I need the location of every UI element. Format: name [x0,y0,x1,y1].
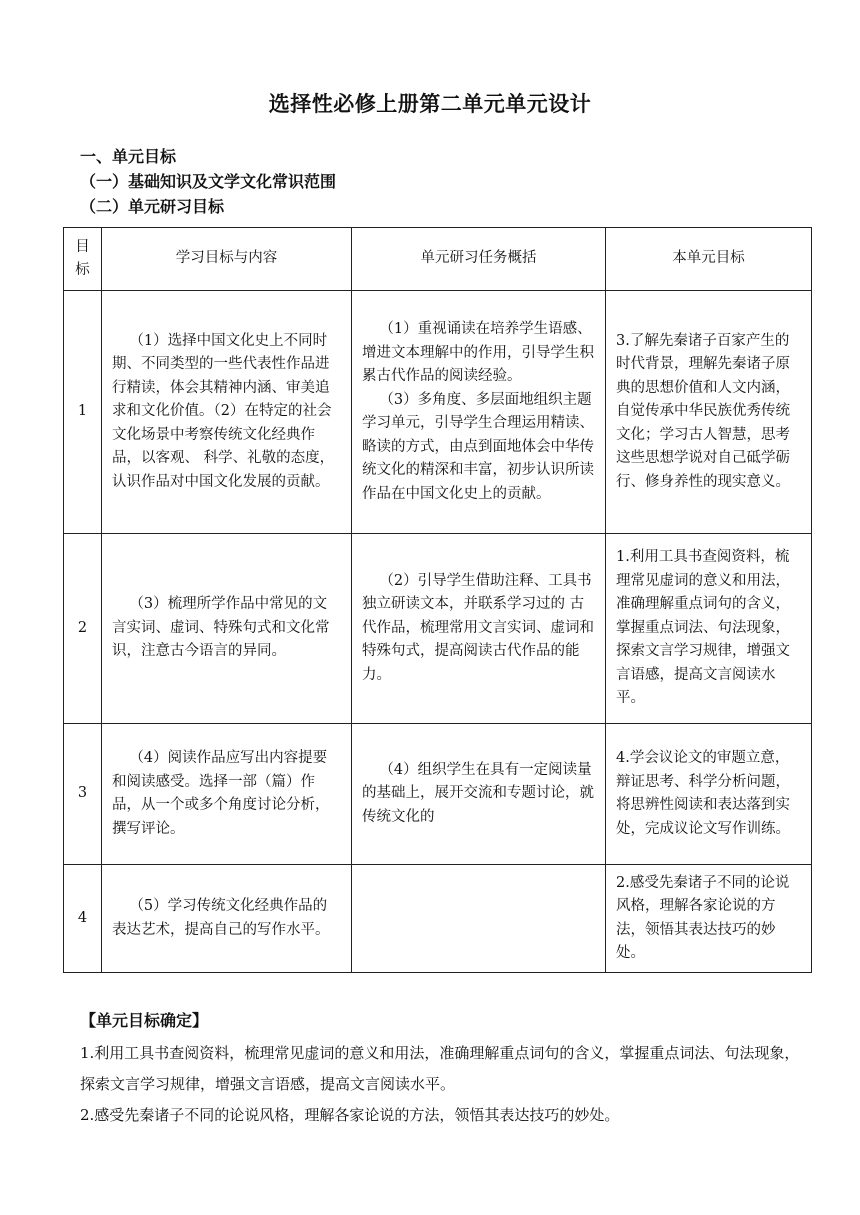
header-cell-content: 学习目标与内容 [102,228,352,291]
content-cell [102,865,352,973]
task-cell [352,291,606,534]
table-row [64,534,812,724]
goal-text: 3.了解先秦诸子百家产生的时代背景，理解先秦诸子原典的思想价值和人文内涵，自觉传承中华民族优秀传统文化；学习古人智慧，思考这些思想学说对自己砥学砺行、修身养性的现实意义。 [616,332,790,490]
page-title: 选择性必修上册第二单元单元设计 [268,91,592,116]
row-number: 4 [64,865,102,973]
content-text: （1）选择中国文化史上不同时期、不同类型的一些代表性作品进行精读，体会其精神内涵、审美追求和文化价值。（2）在特定的社会文化场景中考察传统文化经典作品，以客观、 科学、礼敬的态度，认识作品对中国文化发展的贡献。 [112,332,335,490]
confirm-item: 2.感受先秦诸子不同的论说风格，理解各家论说的方法，领悟其表达技巧的妙处。 [80,1106,620,1124]
content-cell [102,291,352,534]
goal-text: 2.感受先秦诸子不同的论说风格，理解各家论说的方法，领悟其表达技巧的妙处。 [616,874,790,961]
row-number: 2 [64,534,102,724]
goal-cell [606,534,812,724]
task-text: （2）引导学生借助注释、工具书独立研读文本，并联系学习过的 古代作品，梳理常用文言实词、虚词和特殊句式，提高阅读古代作品的能力。 [362,572,594,683]
unit-goals-table [63,227,812,973]
content-cell [102,724,352,865]
task-cell-empty [352,865,606,973]
confirm-item: 1.利用工具书查阅资料，梳理常见虚词的意义和用法，准确理解重点词句的含义，掌握重点词法、句法现象，探索文言学习规律，增强文言语感，提高文言阅读水平。 [80,1044,800,1093]
content-text: （4）阅读作品应写出内容提要和阅读感受。选择一部（篇）作品，从一个或多个角度讨论分析，撰写评论。 [112,750,330,837]
goal-cell [606,291,812,534]
table-row [64,291,812,534]
goal-cell [606,724,812,865]
task-text: （1）重视诵读在培养学生语感、增进文本理解中的作用，引导学生积累古代作品的阅读经验。 [362,321,594,384]
goal-cell [606,865,812,973]
confirm-heading: 【单元目标确定】 [80,1011,209,1030]
task-cell [352,724,606,865]
subsection-heading-study-goals: （二）单元研习目标 [80,197,225,216]
goal-text: 1.利用工具书查阅资料，梳理常见虚词的意义和用法，准确理解重点词句的含义，掌握重点词法、句法现象，探索文言学习规律，增强文言语感，提高文言阅读水平。 [616,549,790,707]
header-cell-task: 单元研习任务概括 [352,228,606,291]
content-text: （3）梳理所学作品中常见的文言实词、虚词、特殊句式和文化常识，注意古今语言的异同。 [112,596,330,660]
section-heading-unit-goals: 一、单元目标 [80,147,177,166]
table-row [64,865,812,973]
row-number: 1 [64,291,102,534]
header-cell-goal-number: 目标 [64,228,102,291]
subsection-heading-basic-knowledge: （一）基础知识及文学文化常识范围 [80,172,337,191]
task-text: （4）组织学生在具有一定阅读量的基础上，展开交流和专题讨论，就传统文化的 [362,761,594,825]
content-text: （5）学习传统文化经典作品的表达艺术，提高自己的写作水平。 [112,898,330,938]
table-row [64,724,812,865]
task-cell [352,534,606,724]
row-number: 3 [64,724,102,865]
goal-text: 4.学会议论文的审题立意，辩证思考、科学分析问题，将思辨性阅读和表达落到实处，完成议论文写作训练。 [616,750,790,837]
content-cell [102,534,352,724]
table-header-row [64,228,812,291]
header-cell-unit-goal: 本单元目标 [606,228,812,291]
task-text: （3）多角度、多层面地组织主题学习单元，引导学生合理运用精读、略读的方式，由点到面地体会中华传统文化的精深和丰富，初步认识所读作品在中国文化史上的贡献。 [362,391,594,502]
